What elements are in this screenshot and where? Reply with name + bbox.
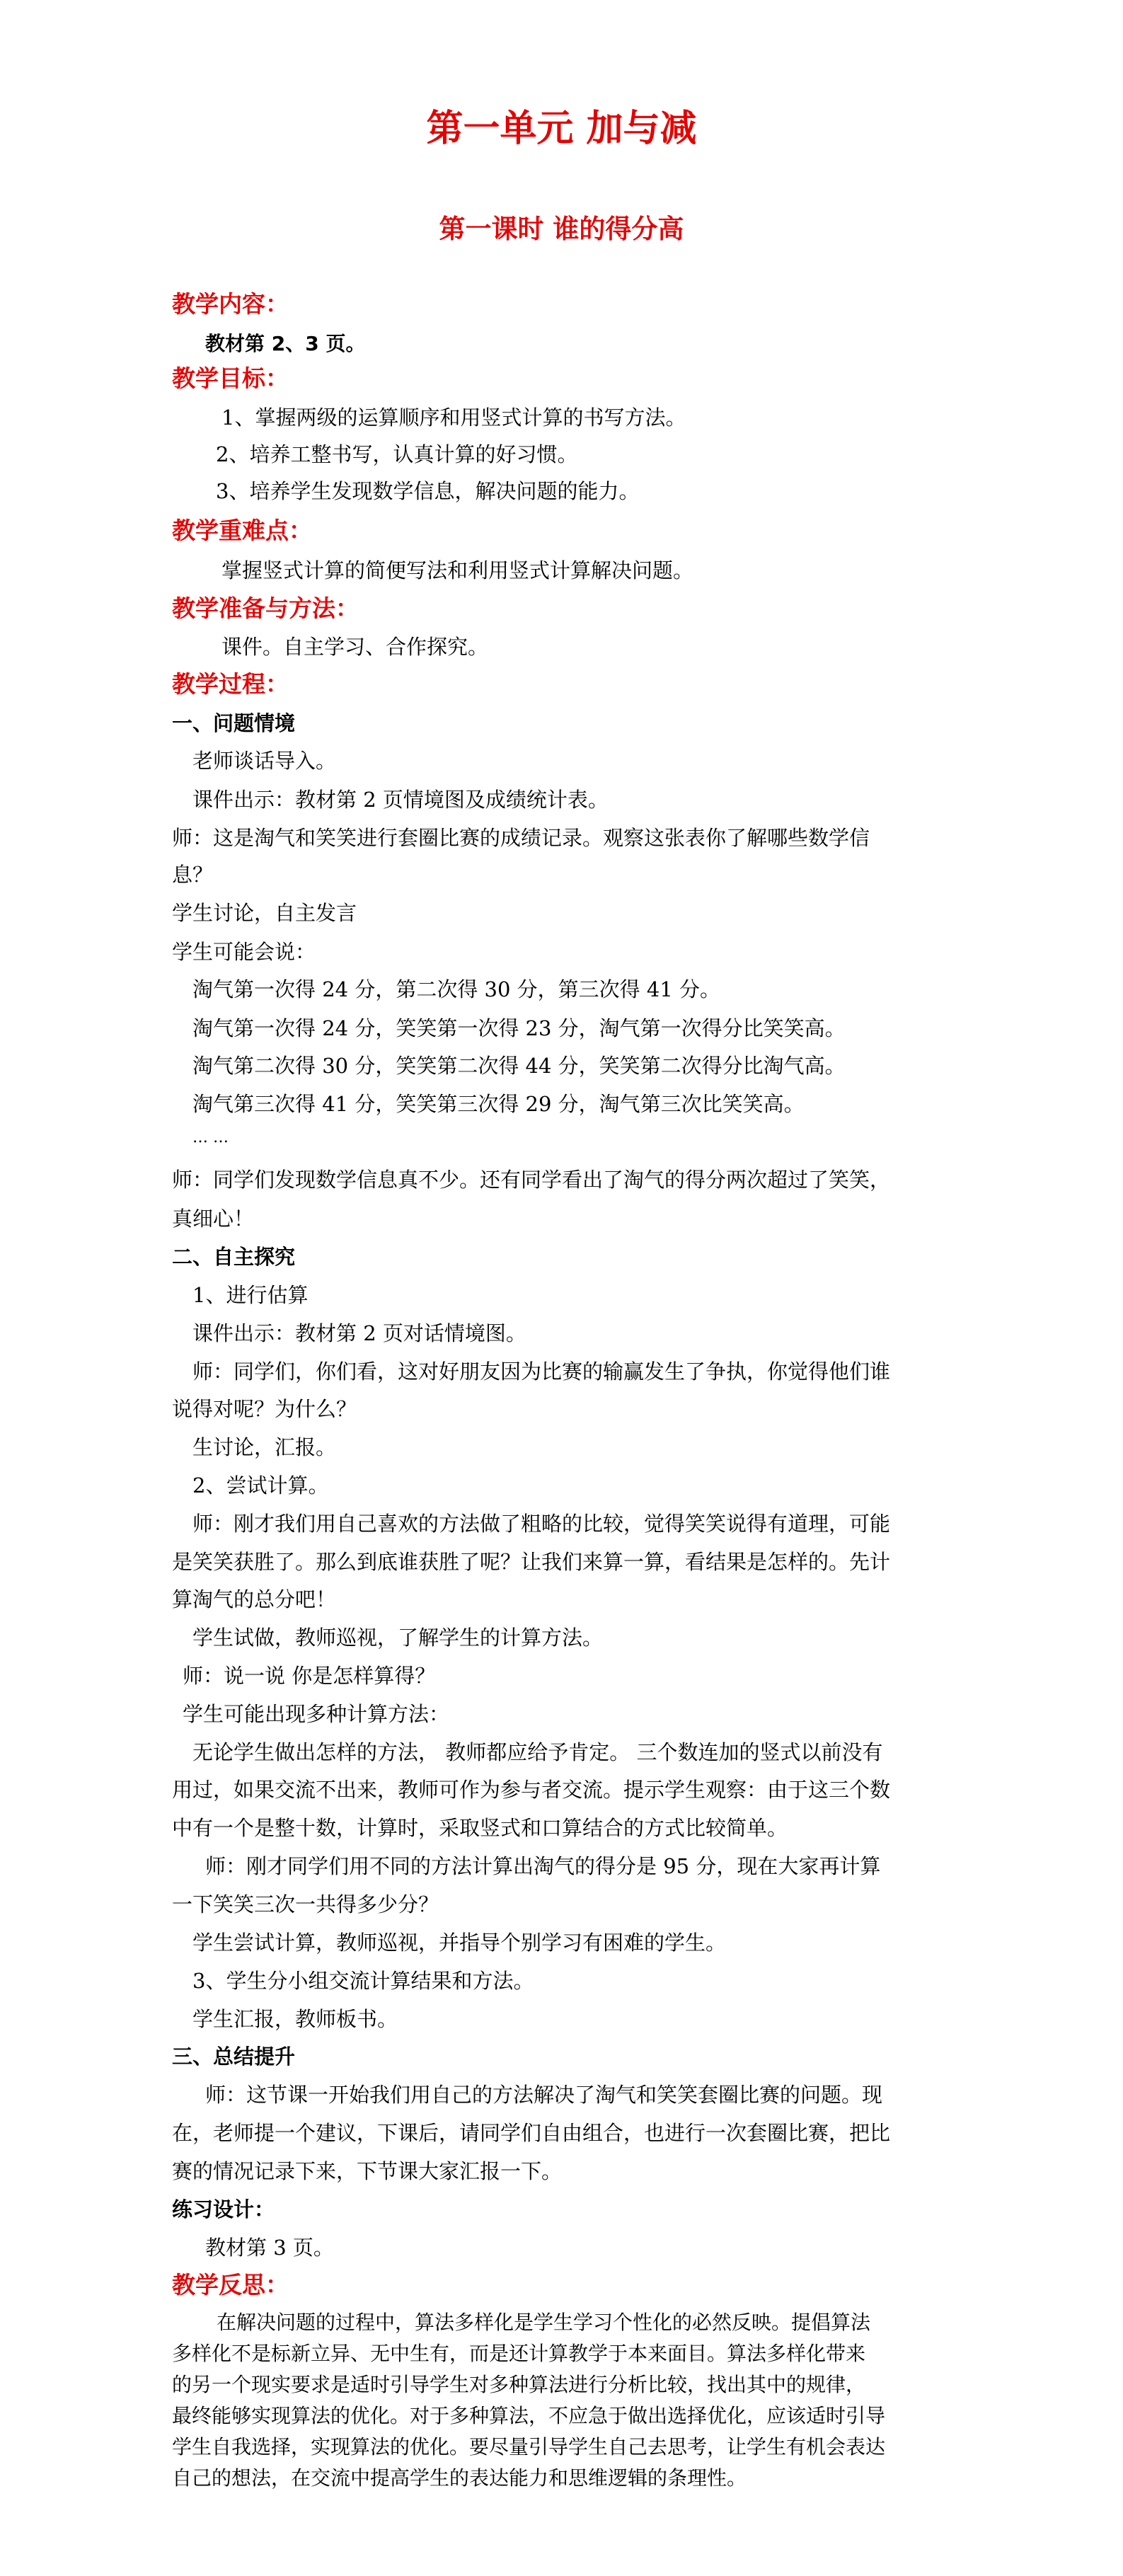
key-points-heading: 教学重难点： — [172, 517, 312, 544]
paragraph-line: 淘气第三次得 41 分，笑笑第三次得 29 分，淘气第三次比笑笑高。 — [192, 1092, 805, 1116]
practice-heading: 练习设计： — [172, 2197, 275, 2221]
reflection-line: 学生自我选择，实现算法的优化。要尽量引导学生自己去思考，让学生有机会表达 — [172, 2435, 886, 2459]
paragraph-line: 真细心！ — [172, 1207, 255, 1231]
paragraph-line: 学生试做，教师巡视，了解学生的计算方法。 — [192, 1626, 604, 1650]
paragraph-line: 学生汇报，教师板书。 — [192, 2007, 398, 2031]
process-heading: 教学过程： — [172, 670, 289, 698]
paragraph-line: 赛的情况记录下来，下节课大家汇报一下。 — [172, 2159, 563, 2183]
paragraph-line: 师：这是淘气和笑笑进行套圈比赛的成绩记录。观察这张表你了解哪些数学信 — [172, 826, 870, 850]
goal-item: 2、培养工整书写，认真计算的好习惯。 — [216, 442, 578, 466]
content-heading: 教学内容： — [172, 290, 289, 318]
paragraph-line: 师：同学们发现数学信息真不少。还有同学看出了淘气的得分两次超过了笑笑， — [172, 1168, 891, 1192]
goal-item: 1、掌握两级的运算顺序和用竖式计算的书写方法。 — [221, 406, 686, 430]
paragraph-line: 师：这节课一开始我们用自己的方法解决了淘气和笑笑套圈比赛的问题。现 — [205, 2083, 883, 2107]
paragraph-line: 课件出示：教材第 2 页对话情境图。 — [192, 1321, 526, 1345]
reflection-line: 在解决问题的过程中，算法多样化是学生学习个性化的必然反映。提倡算法 — [217, 2311, 871, 2334]
goals-heading: 教学目标： — [172, 364, 289, 392]
paragraph-line: 师：同学们，你们看，这对好朋友因为比赛的输赢发生了争执，你觉得他们谁 — [192, 1359, 891, 1384]
section-heading: 二、自主探究 — [172, 1245, 296, 1269]
reflection-heading: 教学反思： — [172, 2271, 289, 2299]
key-points-text: 掌握竖式计算的简便写法和利用竖式计算解决问题。 — [221, 558, 694, 582]
paragraph-line: 3、学生分小组交流计算结果和方法。 — [192, 1969, 534, 1993]
paragraph-line: … … — [192, 1129, 229, 1146]
paragraph-line: 说得对呢？为什么？ — [172, 1397, 357, 1421]
preparation-heading: 教学准备与方法： — [172, 594, 359, 622]
paragraph-line: 老师谈话导入。 — [192, 749, 337, 773]
paragraph-line: 1、进行估算 — [192, 1283, 309, 1307]
paragraph-line: 淘气第一次得 24 分，笑笑第一次得 23 分，淘气第一次得分比笑笑高。 — [192, 1016, 846, 1040]
reflection-line: 的另一个现实要求是适时引导学生对多种算法进行分析比较，找出其中的规律， — [172, 2373, 866, 2396]
paragraph-line: 课件出示：教材第 2 页情境图及成绩统计表。 — [192, 788, 609, 812]
paragraph-line: 无论学生做出怎样的方法， 教师都应给予肯定。 三个数连加的竖式以前没有 — [192, 1740, 883, 1764]
paragraph-line: 学生可能会说： — [172, 940, 316, 964]
paragraph-line: 师：刚才同学们用不同的方法计算出淘气的得分是 95 分，现在大家再计算 — [205, 1854, 881, 1878]
paragraph-line: 学生讨论，自主发言 — [172, 901, 357, 925]
paragraph-line: 一下笑笑三次一共得多少分？ — [172, 1892, 439, 1916]
reflection-line: 多样化不是标新立异、无中生有，而是还计算教学于本来面目。算法多样化带来 — [172, 2342, 866, 2365]
paragraph-line: 师：说一说 你是怎样算得？ — [183, 1664, 436, 1688]
unit-title: 第一单元 加与减 — [426, 108, 697, 150]
paragraph-line: 用过，如果交流不出来，教师可作为参与者交流。提示学生观察：由于这三个数 — [172, 1778, 891, 1802]
content-text: 教材第 2、3 页。 — [205, 332, 366, 355]
paragraph-line: 学生可能出现多种计算方法： — [183, 1702, 450, 1726]
paragraph-line: 是笑笑获胜了。那么到底谁获胜了呢？让我们来算一算，看结果是怎样的。先计 — [172, 1550, 891, 1574]
paragraph-line: 中有一个是整十数，计算时，采取竖式和口算结合的方式比较简单。 — [172, 1816, 788, 1840]
paragraph-line: 息？ — [172, 863, 214, 887]
preparation-text: 课件。自主学习、合作探究。 — [221, 635, 489, 659]
section-heading: 三、总结提升 — [172, 2045, 296, 2069]
paragraph-line: 淘气第一次得 24 分，第二次得 30 分，第三次得 41 分。 — [192, 977, 721, 1001]
reflection-line: 最终能够实现算法的优化。对于多种算法，不应急于做出选择优化，应该适时引导 — [172, 2404, 886, 2427]
paragraph-line: 在，老师提一个建议，下课后，请同学们自由组合，也进行一次套圈比赛，把比 — [172, 2121, 891, 2145]
goal-item: 3、培养学生发现数学信息，解决问题的能力。 — [216, 479, 640, 503]
paragraph-line: 师：刚才我们用自己喜欢的方法做了粗略的比较，觉得笑笑说得有道理，可能 — [192, 1512, 891, 1536]
paragraph-line: 学生尝试计算，教师巡视，并指导个别学习有困难的学生。 — [192, 1931, 727, 1955]
paragraph-line: 淘气第二次得 30 分，笑笑第二次得 44 分，笑笑第二次得分比淘气高。 — [192, 1054, 846, 1078]
reflection-line: 自己的想法，在交流中提高学生的表达能力和思维逻辑的条理性。 — [172, 2466, 747, 2490]
section-heading: 一、问题情境 — [172, 711, 296, 735]
paragraph-line: 2、尝试计算。 — [192, 1473, 329, 1497]
practice-text: 教材第 3 页。 — [205, 2236, 334, 2260]
lesson-title: 第一课时 谁的得分高 — [439, 214, 684, 244]
paragraph-line: 算淘气的总分吧！ — [172, 1587, 337, 1611]
paragraph-line: 生讨论，汇报。 — [192, 1435, 337, 1459]
